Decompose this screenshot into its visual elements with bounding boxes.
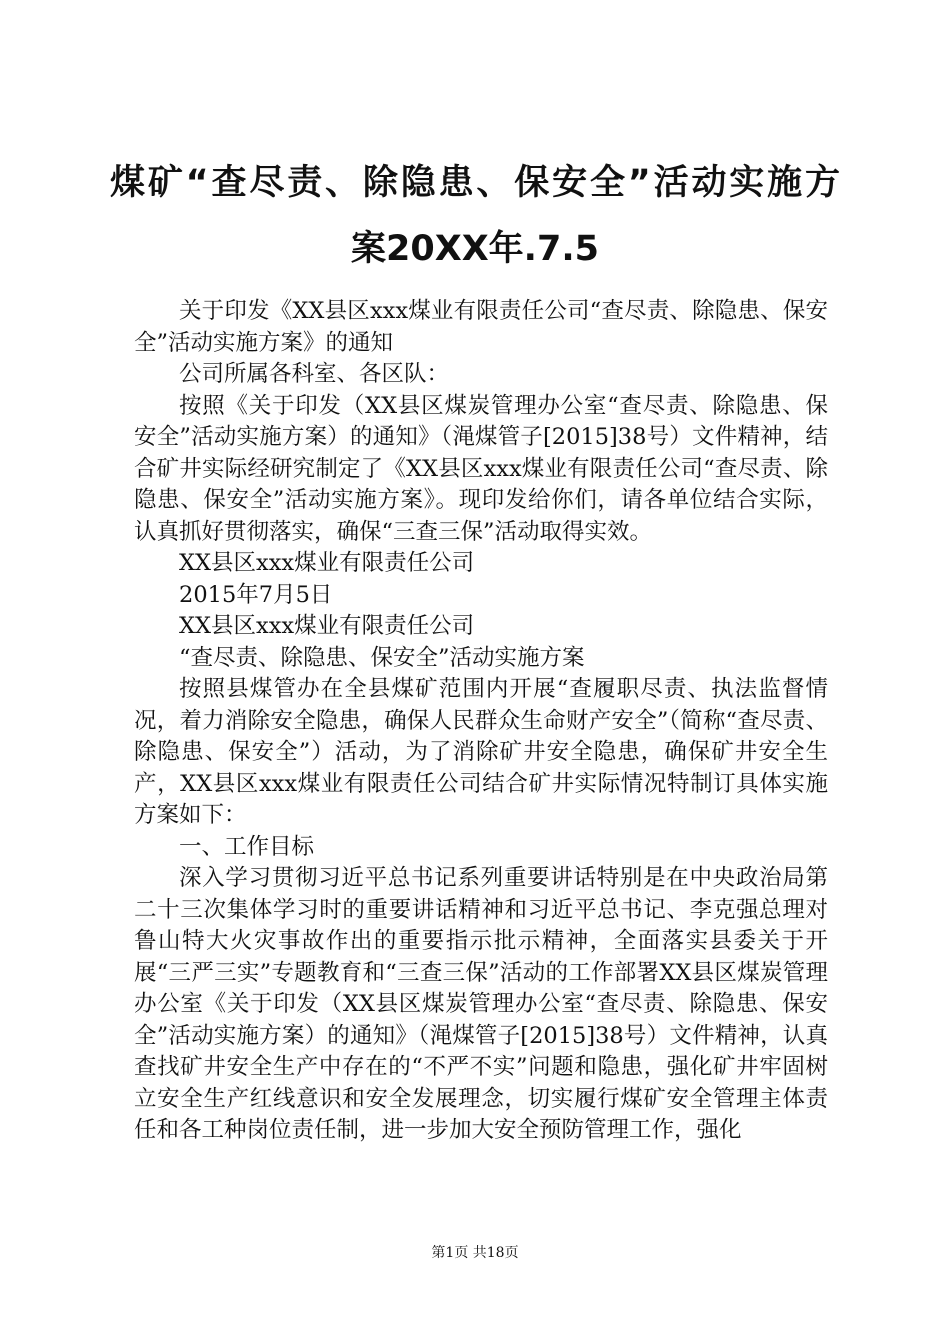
signature-date: 2015年7月5日 bbox=[179, 581, 333, 608]
document-body bbox=[134, 296, 828, 1147]
paragraph-notice-body: 按照《关于印发（XX县区煤炭管理办公室“查尽责、除隐患、保安全”活动实施方案）的通知》（渑煤管子[2015]38号）文件精神，结合矿井实际经研究制定了《XX县区xxx煤业有限责任公司“查尽责、除隐患、保安全”活动实施方案》。现印发给你们，请各单位结合实际，认真抓好贯彻落实，确保“三查三保”活动取得实效。 bbox=[134, 392, 828, 545]
title-line-2: 案20XX年.7.5 bbox=[351, 229, 599, 269]
company-name: XX县区xxx煤业有限责任公司 bbox=[179, 613, 475, 639]
document-title bbox=[110, 150, 840, 282]
paragraph-intro: 按照县煤管办在全县煤矿范围内开展“查履职尽责、执法监督情况，着力消除安全隐患，确保人民群众生命财产安全”（简称“查尽责、除隐患、保安全”）活动，为了消除矿井安全隐患，确保矿井安全生产，XX县区xxx煤业有限责任公司结合矿井实际情况特制订具体实施方案如下： bbox=[134, 676, 828, 828]
paragraph-goals: 深入学习贯彻习近平总书记系列重要讲话特别是在中央政治局第二十三次集体学习时的重要讲话精神和习近平总书记、李克强总理对鲁山特大火灾事故作出的重要指示批示精神，全面落实县委关于开展“三严三实”专题教育和“三查三保”活动的工作部署XX县区煤炭管理办公室《关于印发（XX县区煤炭管理办公室“查尽责、除隐患、保安全”活动实施方案）的通知》（渑煤管子[2015]38号）文件精神，认真查找矿井安全生产中存在的“不严不实”问题和隐患，强化矿井牢固树立安全生产红线意识和安全发展理念，切实履行煤矿安全管理主体责任和各工种岗位责任制，进一步加大安全预防管理工作，强化 bbox=[134, 865, 828, 1143]
notice-heading: 关于印发《XX县区xxx煤业有限责任公司“查尽责、除隐患、保安全”活动实施方案》的通知 bbox=[134, 298, 828, 356]
title-line-1: 煤矿“查尽责、除隐患、保安全”活动实施方 bbox=[110, 163, 840, 203]
signature-company: XX县区xxx煤业有限责任公司 bbox=[179, 550, 475, 576]
salutation: 公司所属各科室、各区队： bbox=[179, 361, 450, 387]
plan-title: “查尽责、除隐患、保安全”活动实施方案 bbox=[179, 644, 585, 671]
page-footer: 第1页 共18页 bbox=[431, 1245, 519, 1261]
section-heading-goals: 一、工作目标 bbox=[179, 833, 315, 860]
